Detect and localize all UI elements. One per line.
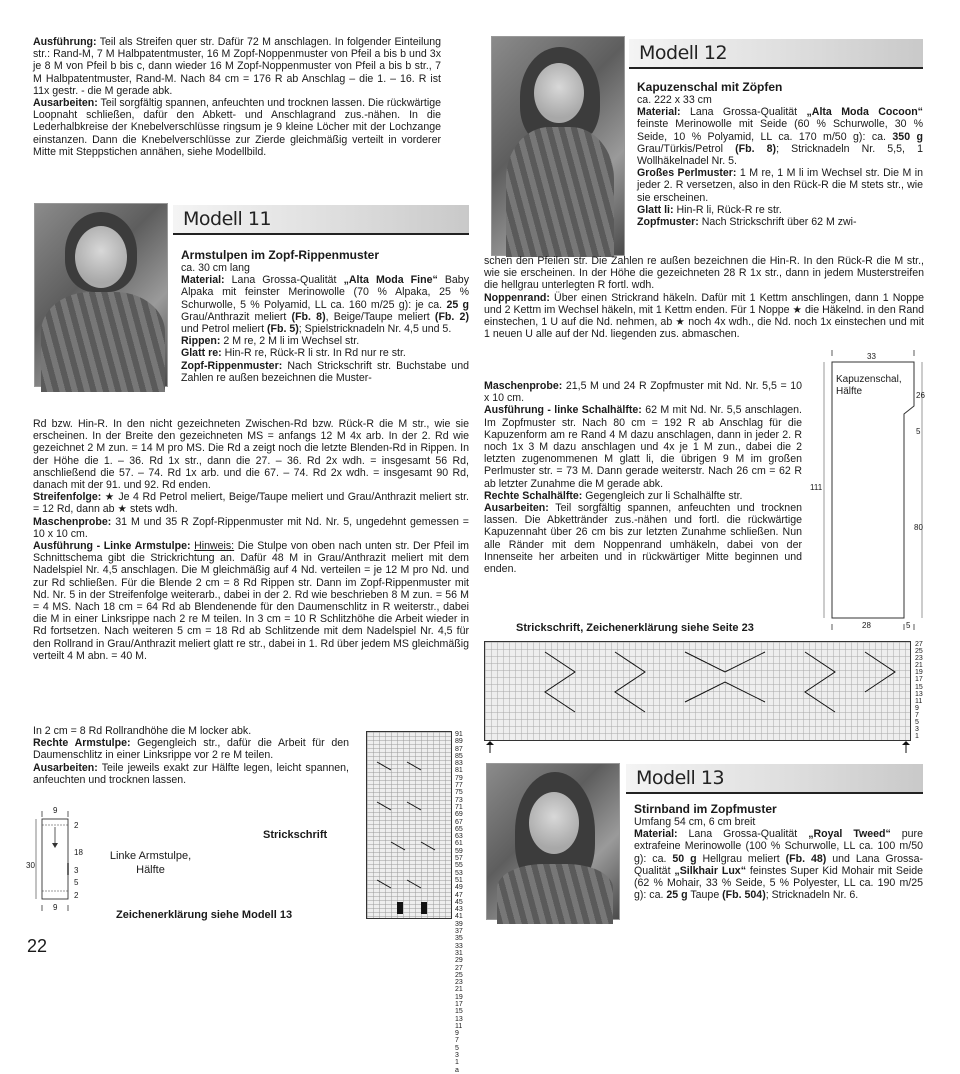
modell13-photo: [486, 763, 620, 920]
modell12-chart-row-number: 3: [915, 726, 919, 734]
modell12-chart-row-number: 13: [915, 690, 923, 698]
modell11-chart-row-number: 3: [455, 1052, 459, 1060]
modell12-schema-num-5b: 5: [906, 621, 911, 630]
modell11-chart-row-number: 9: [455, 1030, 459, 1038]
modell12-schema-num-33: 33: [867, 352, 876, 361]
modell13-material: Material: Lana Grossa-Qualität „Royal Tweed“ pure extrafeine Merinowolle (100 % Schurwolle, LL ca. 100 m/50 g): ca. 50 g Hellgrau meliert (Fb. 48) und Lana Grossa-Qualität „Silkhair Lux“ feinstes Super Kid Mohair mit Seide (62 % Mohair, 33 % Seide, 5 % Polyester, LL ca. 190 m/25 g): ca. 25 g Taupe (Fb. 504); Stricknadeln Nr. 6.: [634, 828, 924, 902]
modell12-schema: [812, 348, 928, 633]
modell11-schema-num-3: 3: [74, 866, 79, 875]
modell11-chart-row-number: 47: [455, 891, 463, 899]
modell12-schema-num-111: 111: [810, 483, 823, 492]
modell11-chart-row-number: 41: [455, 913, 463, 921]
modell11-ausfuehrung: Ausführung - Linke Armstulpe: Hinweis: Die Stulpe von oben nach unten str. Der Pfeil im Schnittschema gibt die Strickrichtung an. Dafür 48 M in Grau/Anthrazit meliert mit dem Nadelspiel Nr. 4,5 anschlagen. Die M gleichmäßig auf 4 Nd. verteilen = je 12 M pro Nd. und zur Rd schließen. Für die Blende 2 cm = 8 Rd Rippen str. Dann im Zopf-Rippenmuster mit Nd. Nr. 5 in der Streifenfolge weiterarb., dabei in der 2. Rd wie beschrieben 8 M zun. = 56 M = 4 MS. Nach 18 cm = 64 Rd ab Blendenende für den Daumenschlitz in R weiterstr., dabei die M in einer Linksrippe nach 2 re M teilen. In 3 cm = 10 R Schlitzhöhe die Arbeit wieder in Rd fortsetzen. Nach weiteren 5 cm = 18 Rd ab Schlitzende mit dem Nadelspiel Nr. 4,5 für den Rollrand in Grau/Anthrazit meliert glatt re str., dabei in 1. Rd über jedem MS gleichmäßig verteilt 4 M abn. = 40 M.: [33, 540, 470, 662]
modell12-material: Material: Lana Grossa-Qualität „Alta Moda Cocoon“ feinste Merinowolle mit Seide (60 % Schurwolle, 30 % Seide, 10 % Polyamid, LL ca. 170 m/50 g): ca. 350 g Grau/Türkis/Petrol (Fb. 8); Stricknadeln Nr. 5,5, 1 Wollhäkelnadel Nr. 5.: [637, 106, 923, 168]
modell11-chart-row-number: a: [455, 1066, 459, 1074]
modell11-chart-row-number: 27: [455, 964, 463, 972]
modell11-ausarbeiten: Ausarbeiten: Teile jeweils exakt zur Hälfte legen, leicht spannen, anfeuchten und trocknen lassen.: [33, 761, 349, 786]
page-number: 22: [27, 936, 48, 956]
modell12-ausarb: Ausarbeiten: Teil sorgfältig spannen, anfeuchten und trocknen lassen. Die Abkettränder zus.-nähen und fortl. die rückwärtige Kapuzennaht über 26 cm bis zur letzten Zunahme schließen. Nun alle Ränder mit dem Noppenrand umhäkeln, dabei von der Innenseite her arbeiten und in rückwärtiger Mitte beginnen und enden.: [484, 502, 802, 576]
modell11-header: Modell 11: [173, 205, 469, 233]
modell12-zopf-cont: schen den Pfeilen str. Die Zahlen re außen bezeichnen die Hin-R. In den Rück-R die M str., wie sie erscheinen. In der Höhe die gezeichneten 28 R 1x str., dann in jedem Musterstreifen die hellgrau unterlegten R fortl. wdh.: [484, 255, 924, 292]
modell12-schema-num-26: 26: [916, 391, 925, 400]
modell12-schema-label: Kapuzenschal, Hälfte: [836, 374, 902, 397]
modell11-chart-row-number: 43: [455, 906, 463, 914]
modell12-chart-cables: [485, 642, 912, 742]
modell12-rechte: Rechte Schalhälfte: Gegengleich zur li Schalhälfte str.: [484, 489, 743, 502]
modell12-chart-row-number: 25: [915, 648, 923, 656]
modell11-chart-row-number: 21: [455, 986, 463, 994]
modell11-schema-num-bottom: 9: [53, 903, 58, 912]
modell12-zopf-intro: Zopfmuster: Nach Strickschrift über 62 M zwi-: [637, 216, 857, 229]
modell12-chart-row-number: 9: [915, 704, 919, 712]
modell11-chart-row-number: 37: [455, 928, 463, 936]
modell12-chart-row-number: 7: [915, 711, 919, 719]
modell11-chart-cables: [367, 732, 453, 920]
modell12-wide-block: [484, 255, 924, 340]
modell13-header-line: [626, 792, 923, 794]
modell11-glattre: Glatt re: Hin-R re, Rück-R li str. In Rd nur re str.: [181, 347, 406, 360]
modell11-chart-row-number: 11: [455, 1022, 463, 1030]
modell11-size: ca. 30 cm lang: [181, 262, 250, 274]
modell11-chart-row-number: 71: [455, 803, 463, 811]
modell11-chart-row-number: 59: [455, 847, 463, 855]
modell12-chart: [484, 641, 911, 741]
modell11-chart-row-number: 17: [455, 1000, 463, 1008]
modell13-block: [634, 802, 923, 901]
modell11-chart-row-number: 91: [455, 731, 463, 738]
modell12-schema-num-80: 80: [914, 523, 923, 532]
modell11-schema-label: Linke Armstulpe, Hälfte: [109, 850, 192, 876]
modell12-schema-num-5: 5: [916, 427, 921, 436]
modell12-title: Kapuzenschal mit Zöpfen: [637, 80, 783, 94]
modell11-chart-row-number: 61: [455, 840, 463, 848]
modell11-chart-row-number: 51: [455, 876, 463, 884]
modell11-chart-row-number: 15: [455, 1008, 463, 1016]
modell12-maschen: Maschenprobe: 21,5 M und 24 R Zopfmuster mit Nd. Nr. 5,5 = 10 x 10 cm.: [484, 380, 802, 405]
modell11-chart-row-number: 65: [455, 825, 463, 833]
modell11-narrow-block: [33, 725, 349, 786]
modell12-chart-arrows: [484, 741, 924, 755]
modell12-top-block: [637, 80, 923, 228]
modell12-strick-caption: Strickschrift, Zeichenerklärung siehe Seite 23: [516, 622, 754, 634]
modell12-chart-row-number: 27: [915, 641, 923, 648]
modell11-chart-row-number: 81: [455, 767, 463, 775]
modell11-chart-row-number: 29: [455, 957, 463, 965]
modell11-chart-row-number: 1: [455, 1059, 459, 1067]
modell12-header: Modell 12: [629, 39, 923, 67]
modell11-schema: [28, 805, 208, 915]
modell11-schema-num-2a: 2: [74, 821, 79, 830]
modell12-chart-row-number: 21: [915, 662, 923, 670]
modell11-chart-row-number: 49: [455, 884, 463, 892]
modell11-top-block: [181, 248, 469, 384]
modell12-size: ca. 222 x 33 cm: [637, 94, 712, 106]
modell11-chart-row-number: 45: [455, 898, 463, 906]
modell11-chart-row-number: 87: [455, 745, 463, 753]
modell11-chart-row-number: 53: [455, 869, 463, 877]
modell12-schema-num-28: 28: [862, 621, 871, 630]
modell11-chart-row-number: 77: [455, 782, 463, 790]
modell11-chart-row-number: 35: [455, 935, 463, 943]
modell11-chart-row-number: 19: [455, 993, 463, 1001]
modell11-strickschrift-label: Strickschrift: [263, 829, 328, 841]
modell11-zeichen-label: Zeichenerklärung siehe Modell 13: [116, 909, 293, 921]
modell12-header-line: [629, 67, 923, 69]
modell12-nopp: Noppenrand: Über einen Strickrand häkeln. Dafür mit 1 Kettm anschlingen, dann 1 Noppe und 2 Kettm im Wechsel häkeln, mit 1 Kettm enden. Für 1 Noppe ★ die Häkelnd. in den Rand einstechen, 1 U auf die Nd. nehmen, ab ★ noch 4x wdh., die Nd. noch 1x einstechen und mit 1 neuen U alle auf der Nd. liegenden zus. abmaschen.: [484, 291, 924, 341]
modell11-chart-row-number: 57: [455, 855, 463, 863]
modell11-chart-row-number: 5: [455, 1044, 459, 1052]
modell11-ausfuehrung-end: In 2 cm = 8 Rd Rollrandhöhe die M locker abk.: [33, 725, 252, 737]
modell11-title: Armstulpen im Zopf-Rippenmuster: [181, 248, 380, 262]
modell11-chart-row-number: 67: [455, 818, 463, 826]
modell11-main-block: [33, 418, 469, 662]
modell12-chart-row-number: 1: [915, 733, 919, 741]
modell12-narrow-block: [484, 380, 802, 575]
modell12-perl: Großes Perlmuster: 1 M re, 1 M li im Wechsel str. Die M in jeder 2. R versetzen, also in den Rück-R die M stets str., wie sie erscheinen.: [637, 167, 923, 204]
modell11-chart: [366, 731, 452, 919]
modell11-chart-row-number: 55: [455, 862, 463, 870]
modell11-chart-row-number: 39: [455, 920, 463, 928]
modell11-schema-num-30: 30: [26, 861, 35, 870]
modell11-schema-num-2b: 2: [74, 891, 79, 900]
modell12-chart-row-numbers: [915, 641, 929, 740]
modell11-schema-num-5: 5: [74, 878, 79, 887]
modell11-header-line: [173, 233, 469, 235]
modell12-chart-row-number: 11: [915, 697, 923, 705]
modell11-material: Material: Lana Grossa-Qualität „Alta Moda Fine“ Baby Alpaka mit feinster Merinowolle (70 % Alpaka, 25 % Schurwolle, 5 % Polyamid, LL ca. 160 m/25 g): je ca. 25 g Grau/Anthrazit meliert (Fb. 8), Beige/Taupe meliert (Fb. 2) und Petrol meliert (Fb. 5); Spielstricknadeln Nr. 4,5 und 5.: [181, 274, 469, 336]
modell12-chart-row-number: 19: [915, 669, 923, 677]
modell11-photo: [34, 203, 168, 387]
modell11-schema-num-top: 9: [53, 806, 58, 815]
modell11-chart-row-number: 25: [455, 971, 463, 979]
modell12-chart-row-number: 15: [915, 683, 923, 691]
modell11-rechte: Rechte Armstulpe: Gegengleich str., dafür die Arbeit für den Daumenschlitz in einer Linksrippe vor 2 re M teilen.: [33, 737, 349, 762]
modell11-maschenprobe: Maschenprobe: 31 M und 35 R Zopf-Rippenmuster mit Nd. Nr. 5, ungedehnt gemessen = 10 x 10 cm.: [33, 515, 469, 540]
intro-ausarbeiten: Ausarbeiten: Teil sorgfältig spannen, anfeuchten und trocknen lassen. Die rückwärtige Loopnaht schließen, dafür den Abkett- und Anschlagrand zus.-nähen. In die Lederhalbkreise der Knebelverschlüsse ringsum je 9 kleine Löcher mit der Lochzange einstanzen. Dann die Knebelverschlüsse zur Zierde gleichmäßig verteilt in vorderer Mitte mit Steppstichen annähen, siehe Modellbild.: [33, 97, 441, 158]
modell13-size: Umfang 54 cm, 6 cm breit: [634, 816, 756, 828]
modell12-photo: [491, 36, 625, 256]
modell12-ausf: Ausführung - linke Schalhälfte: 62 M mit Nd. Nr. 5,5 anschlagen. Im Zopfmuster str. Nach 80 cm = 192 R ab Anschlag für die Kapuzenform am re Rand 4 M dazu anschlagen, dann in jeder 2. R noch 1x 3 M dazu anschlagen und 4x je 1 M zun., dabei die 2 letzten zugenommenen M glatt li, die übrigen 9 M im großen Perlmuster str. = 73 M. Dann gerade weiterstr. Nach 26 cm = 62 R ab letzter Zunahme die M gerade abk.: [484, 404, 802, 490]
modell11-chart-row-number: 33: [455, 942, 463, 950]
modell13-title: Stirnband im Zopfmuster: [634, 802, 777, 816]
modell12-chart-row-number: 5: [915, 719, 919, 727]
modell13-header: Modell 13: [626, 764, 923, 792]
modell12-glatt: Glatt li: Hin-R li, Rück-R re str.: [637, 203, 782, 216]
modell11-schema-num-18: 18: [74, 848, 83, 857]
modell11-chart-row-number: 89: [455, 738, 463, 746]
modell11-zopf-cont: Rd bzw. Hin-R. In den nicht gezeichneten Zwischen-Rd bzw. Rück-R die M str., wie sie erscheinen. In der Breite den gezeichneten MS = anfangs 12 M 4x arb. In der 2. Rd wie gezeichnet 2 M zun. = 14 M pro MS. Die Rd a zeigt noch die letzte Blenden-Rd in Rippen. In der Höhe die 1. – 36. Rd 1x str., dann die 27. – 36. Rd 2x wdh. = insgesamt 56 Rd, anschließend die 57. – 74. Rd 1x arb. und die 67. – 74. Rd 2x wdh. = insgesamt 90 Rd, danach mit der 91. und 92. Rd enden.: [33, 418, 469, 492]
modell11-chart-row-number: 23: [455, 979, 463, 987]
modell11-chart-row-number: 31: [455, 949, 463, 957]
modell11-chart-row-number: 75: [455, 789, 463, 797]
modell11-chart-row-number: 13: [455, 1015, 463, 1023]
modell11-chart-row-number: 83: [455, 760, 463, 768]
modell11-chart-row-number: 85: [455, 752, 463, 760]
modell11-chart-row-number: 73: [455, 796, 463, 804]
modell11-chart-row-numbers: [455, 731, 469, 1074]
modell11-rippen: Rippen: 2 M re, 2 M li im Wechsel str.: [181, 335, 360, 348]
modell11-chart-row-number: 63: [455, 833, 463, 841]
modell11-zopf-intro: Zopf-Rippenmuster: Nach Strickschrift str. Buchstabe und Zahlen re außen bezeichnen die Muster-: [181, 359, 469, 384]
intro-ausfuehrung: Ausführung: Teil als Streifen quer str. Dafür 72 M anschlagen. In folgender Einteilung str.: Rand-M, 7 M Halbpatentmuster, 16 M Zopf-Noppenmuster von Pfeil a bis b und 3x je 8 M von Pfeil b bis c, dann wieder 16 M Zopf-Noppenmuster von Pfeil a bis b str., 7 M Halbpatentmuster, Rand-M. Nach 84 cm = 176 R ab Anschlag – die 1. – 16. R ist 11x gestr. - die M gerade abk.: [33, 36, 441, 97]
modell11-chart-row-number: 7: [455, 1037, 459, 1045]
modell11-chart-row-number: 69: [455, 811, 463, 819]
modell11-streifen: Streifenfolge: ★ Je 4 Rd Petrol meliert, Beige/Taupe meliert und Grau/Anthrazit meliert str. = 12 Rd, dann ab ★ stets wdh.: [33, 491, 469, 516]
modell12-chart-row-number: 23: [915, 655, 923, 663]
modell12-chart-row-number: 17: [915, 676, 923, 684]
intro-block: [33, 36, 441, 158]
modell11-chart-row-number: 79: [455, 774, 463, 782]
